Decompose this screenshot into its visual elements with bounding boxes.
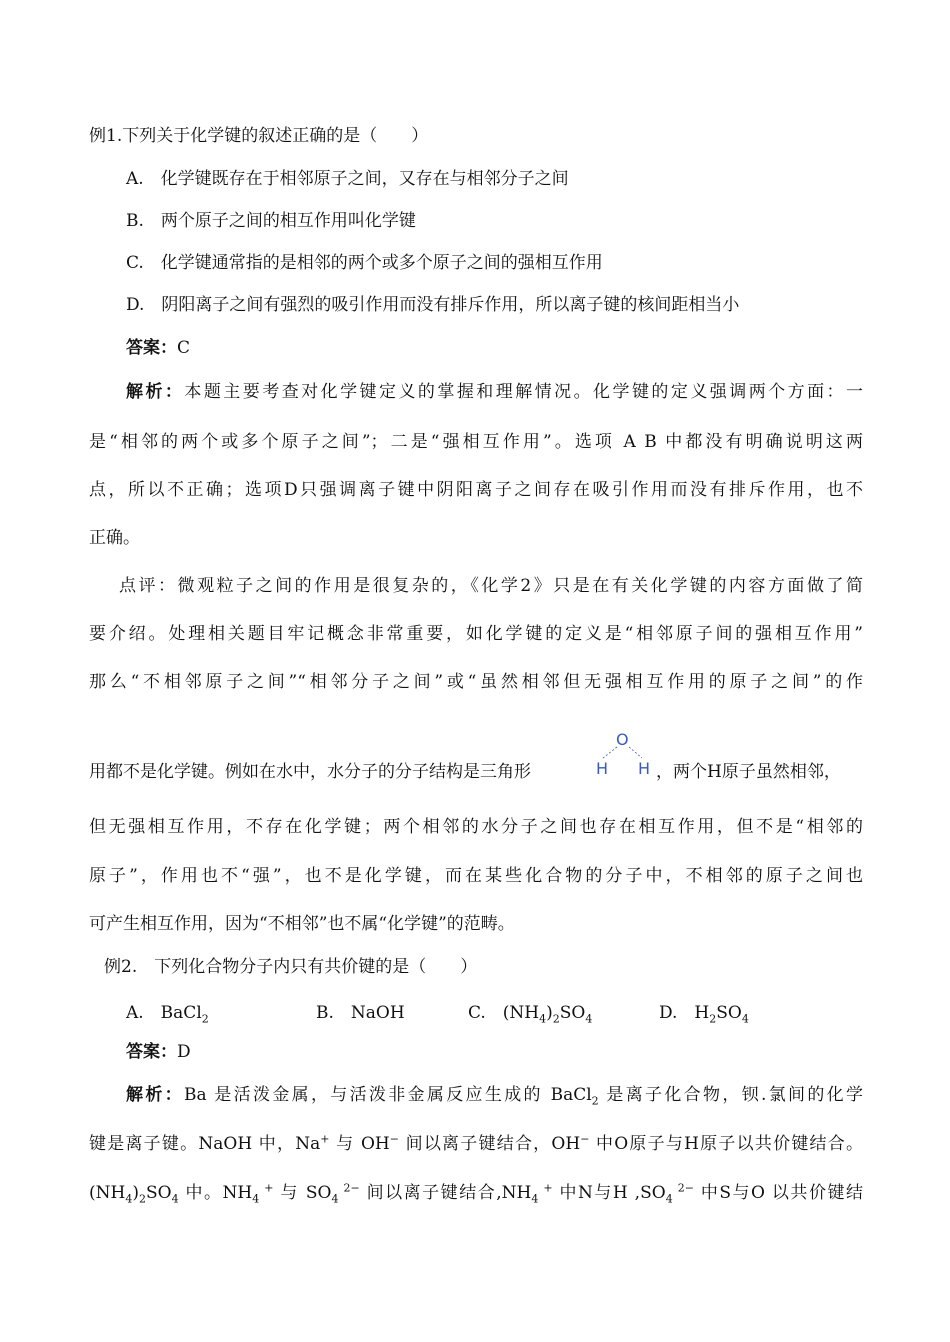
example1-analysis-line-3: 点，所以不正确；选项D只强调离子键中阴阳离子之间存在吸引作用而没有排斥作用，也不	[89, 480, 863, 500]
example1-analysis-line-1: 解析：本题主要考查对化学键定义的掌握和理解情况。化学键的定义强调两个方面：一	[126, 382, 864, 402]
answer-label: 答案：	[126, 338, 177, 358]
example1-option-c: C. 化学键通常指的是相邻的两个或多个原子之间的强相互作用	[126, 253, 603, 273]
example1-option-d: D. 阴阳离子之间有强烈的吸引作用而没有排斥作用，所以离子键的核间距相当小	[126, 295, 740, 315]
example1-question: 例1.下列关于化学键的叙述正确的是（ ）	[89, 126, 429, 146]
example1-comment-line-1: 点评：微观粒子之间的作用是很复杂的，《化学2》只是在有关化学键的内容方面做了简	[119, 576, 863, 596]
example2-question: 例2. 下列化合物分子内只有共价键的是（ ）	[104, 957, 478, 977]
water-molecule-diagram	[590, 728, 660, 782]
example1-comment-line-4a: 用都不是化学键。例如在水中，水分子的分子结构是三角形	[89, 762, 531, 782]
example2-analysis-line-2: 键是离子键。NaOH 中，Na+ 与 OH− 间以离子键结合，OH− 中O原子与H原子以共价键结合。	[89, 1132, 864, 1154]
example1-option-a: A. 化学键既存在于相邻原子之间，又存在与相邻分子之间	[126, 169, 569, 189]
example2-answer	[126, 1040, 191, 1064]
example1-comment-line-4b: ，两个H原子虽然相邻，	[656, 762, 841, 782]
example2-option-d: D. $H_2SO_4$	[659, 1003, 749, 1026]
example2-analysis-line-3: $(NH_4)_2SO_4$ 中。$NH_4$ + 与 $SO_4$ $^{2-}$ 间以离子键结合$,NH_4$ + 中N与H $,SO_4$ $^{2-}$ 中S与O 以共价键结	[89, 1181, 863, 1206]
analysis-label: 解析：	[126, 1085, 184, 1105]
example2-option-c: C. $(NH_4)_2SO_4$	[468, 1003, 593, 1026]
bond-line-left	[603, 747, 617, 758]
bond-line-right	[629, 747, 642, 758]
example1-comment-line-3: 那么“不相邻原子之间”“相邻分子之间”或“虽然相邻但无强相互作用的原子之间”的作	[89, 672, 863, 692]
molecule-atom-h-left: H	[596, 759, 609, 778]
example1-comment-line-2: 要介绍。处理相关题目牢记概念非常重要，如化学键的定义是“相邻原子间的强相互作用”	[89, 624, 863, 644]
example1-comment-line-7: 可产生相互作用，因为“不相邻”也不属“化学键”的范畴。	[89, 914, 515, 934]
molecule-atom-o: O	[616, 730, 629, 749]
answer-value: D	[177, 1042, 191, 1062]
example1-option-b: B. 两个原子之间的相互作用叫化学键	[126, 211, 416, 231]
example1-analysis-line-4: 正确。	[89, 528, 140, 548]
molecule-atom-h-right: H	[638, 759, 651, 778]
analysis-label: 解析：	[126, 382, 185, 402]
example1-answer	[126, 336, 190, 360]
example2-option-a: A. BaCl$_2$	[126, 1003, 209, 1026]
example2-analysis-line-1: 解析：Ba 是活泼金属，与活泼非金属反应生成的 BaCl$_2$ 是离子化合物，钡.氯间的化学	[126, 1085, 864, 1108]
example1-analysis-line-2: 是“相邻的两个或多个原子之间”；二是“强相互作用”。选项 A B 中都没有明确说明这两	[89, 432, 863, 452]
example1-comment-line-5: 但无强相互作用，不存在化学键；两个相邻的水分子之间也存在相互作用，但不是“相邻的	[89, 817, 863, 837]
answer-label: 答案：	[126, 1042, 177, 1062]
example2-option-b: B. NaOH	[316, 1003, 405, 1023]
example1-comment-line-6: 原子”，作用也不“强”，也不是化学键，而在某些化合物的分子中，不相邻的原子之间也	[89, 866, 863, 886]
answer-value: C	[177, 338, 191, 358]
